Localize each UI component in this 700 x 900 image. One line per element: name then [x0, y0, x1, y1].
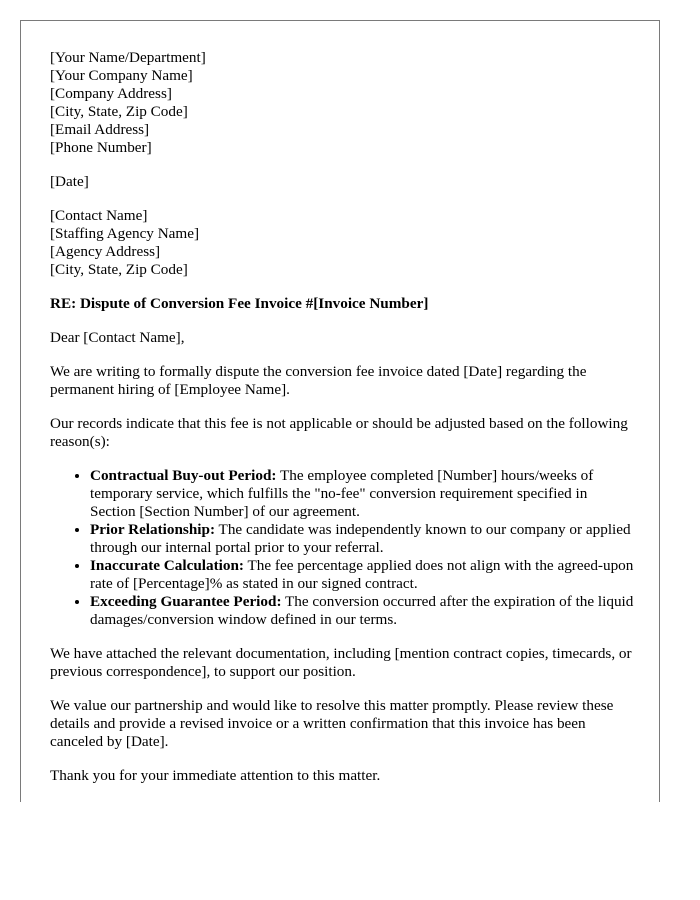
reason-text: The fee percentage applied does not align with the agreed-upon rate of [Percentage]% as stated in our signed contract. [90, 557, 634, 592]
list-item [90, 467, 635, 521]
reason-title: Contractual Buy-out Period: [90, 467, 277, 484]
recipient-agency-address: [Agency Address] [50, 243, 161, 260]
recipient-agency-name: [Staffing Agency Name] [50, 225, 200, 242]
list-item [90, 521, 635, 557]
reasons-intro-paragraph: Our records indicate that this fee is not applicable or should be adjusted based on the following reason(s): [50, 415, 628, 450]
recipient-city-state-zip: [City, State, Zip Code] [50, 261, 188, 278]
recipient-contact-name: [Contact Name] [50, 207, 148, 224]
list-item [90, 557, 635, 593]
reason-title: Exceeding Guarantee Period: [90, 593, 282, 610]
sender-email: [Email Address] [50, 121, 150, 138]
reason-text: The employee completed [Number] hours/weeks of temporary service, which fulfills the "no-fee" conversion requirement specified in Section [Section Number] of our agreement. [90, 467, 594, 520]
reasons-list [50, 467, 635, 629]
list-item [90, 593, 635, 629]
sender-address [50, 49, 635, 157]
letter-page [20, 20, 660, 802]
sender-address-line: [Company Address] [50, 85, 172, 102]
sender-company: [Your Company Name] [50, 67, 193, 84]
reason-title: Inaccurate Calculation: [90, 557, 244, 574]
closing-paragraph: Thank you for your immediate attention to this matter. [50, 767, 381, 784]
sender-city-state-zip: [City, State, Zip Code] [50, 103, 188, 120]
reason-text: The candidate was independently known to our company or applied through our internal portal prior to your referral. [90, 521, 631, 556]
subject-line: RE: Dispute of Conversion Fee Invoice #[Invoice Number] [50, 295, 429, 312]
reason-title: Prior Relationship: [90, 521, 216, 538]
salutation: Dear [Contact Name], [50, 329, 185, 346]
letter-body [50, 49, 635, 801]
sender-name: [Your Name/Department] [50, 49, 206, 66]
recipient-address [50, 207, 635, 279]
sender-phone: [Phone Number] [50, 139, 152, 156]
reason-text: The conversion occurred after the expiration of the liquid damages/conversion window defined in our terms. [90, 593, 634, 628]
documentation-paragraph: We have attached the relevant documentation, including [mention contract copies, timecards, or previous correspondence], to support our position. [50, 645, 632, 680]
intro-paragraph: We are writing to formally dispute the conversion fee invoice dated [Date] regarding the permanent hiring of [Employee Name]. [50, 363, 587, 398]
request-paragraph: We value our partnership and would like to resolve this matter promptly. Please review these details and provide a revised invoice or a written confirmation that this invoice has been canceled by [Date]. [50, 697, 614, 750]
letter-date: [Date] [50, 173, 89, 190]
